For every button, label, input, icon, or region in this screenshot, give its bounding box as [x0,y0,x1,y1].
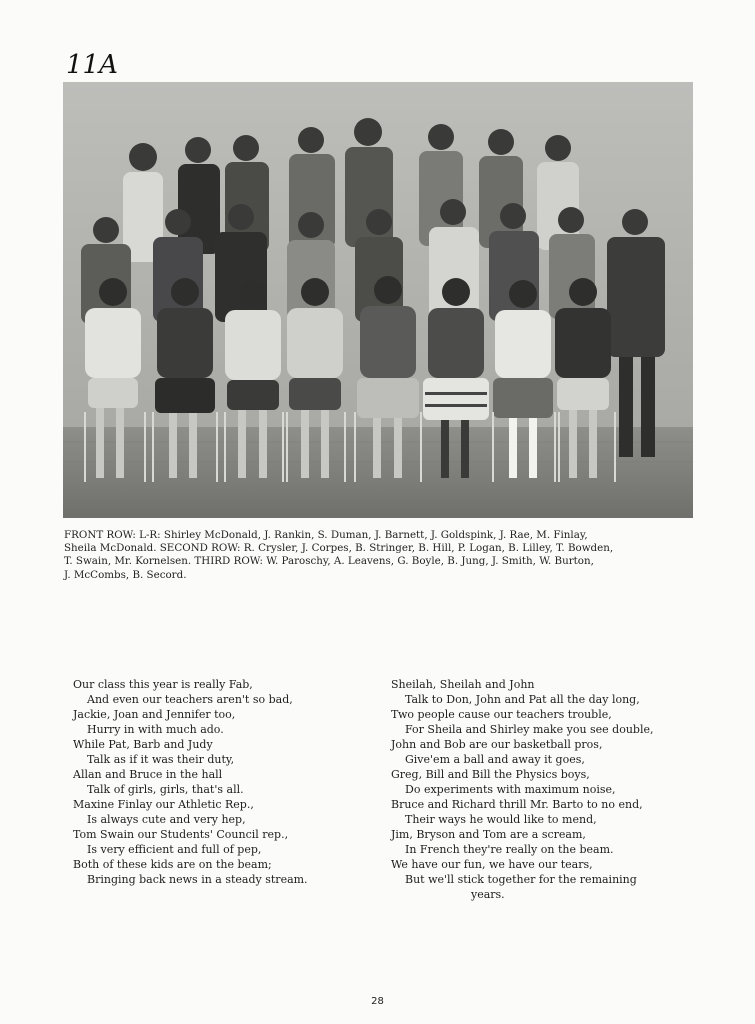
poem-line: Talk as if it was their duty, [87,753,235,766]
poem-line: In French they're really on the beam. [405,843,614,856]
poem-line: Maxine Finlay our Athletic Rep., [73,798,254,811]
poem-line: Hurry in with much ado. [87,723,224,736]
caption-line: J. McCombs, B. Secord. [64,568,187,581]
poem-line: John and Bob are our basketball pros, [391,738,603,751]
poem-line: Tom Swain our Students' Council rep., [73,828,289,841]
class-photo-image [63,82,693,518]
poem-line: Talk of girls, girls, that's all. [87,783,244,796]
poem-line: years. [471,888,505,901]
poem-line: Allan and Bruce in the hall [73,768,223,781]
photo-caption [64,529,700,582]
poem-line: Bruce and Richard thrill Mr. Barto to no end, [391,798,643,811]
poem-line: Their ways he would like to mend, [405,813,597,826]
poem-line: Is always cute and very hep, [87,813,246,826]
poem-line: Greg, Bill and Bill the Physics boys, [391,768,590,781]
caption-line: T. Swain, Mr. Kornelsen. THIRD ROW: W. Paroschy, A. Leavens, G. Boyle, B. Jung, J. Smith, W. Burton, [64,555,594,568]
poem-left-column [73,677,308,887]
poem-line: Two people cause our teachers trouble, [391,708,612,721]
poem-line: Our class this year is really Fab, [73,678,253,691]
class-photo [63,82,693,518]
poem-line: Jim, Bryson and Tom are a scream, [391,828,586,841]
poem-line: Jackie, Joan and Jennifer too, [73,708,236,721]
caption-line: FRONT ROW: L-R: Shirley McDonald, J. Rankin, S. Duman, J. Barnett, J. Goldspink, J. Rae, M. Finlay, [64,529,588,541]
poem-line: Sheilah, Sheilah and John [391,678,535,691]
poem-line: And even our teachers aren't so bad, [87,693,293,706]
poem-line: Both of these kids are on the beam; [73,858,272,871]
poem-line: Talk to Don, John and Pat all the day long, [405,693,640,706]
caption-line: Sheila McDonald. SECOND ROW: R. Crysler, J. Corpes, B. Stringer, B. Hill, P. Logan, B. Lilley, T. Bowden, [64,542,614,555]
poem-line: But we'll stick together for the remaining [405,873,637,886]
page-heading: 11A [66,50,118,80]
poem-line: Do experiments with maximum noise, [405,783,616,796]
poem-line: Is very efficient and full of pep, [87,843,262,856]
page-number: 28 [371,996,384,1007]
poem-line: We have our fun, we have our tears, [391,858,593,871]
poem-line: For Sheila and Shirley make you see double, [405,723,654,736]
poem-line: While Pat, Barb and Judy [73,738,213,751]
poem-line: Give'em a ball and away it goes, [405,753,585,766]
poem-line: Bringing back news in a steady stream. [87,873,308,886]
poem-right-column [391,677,654,902]
